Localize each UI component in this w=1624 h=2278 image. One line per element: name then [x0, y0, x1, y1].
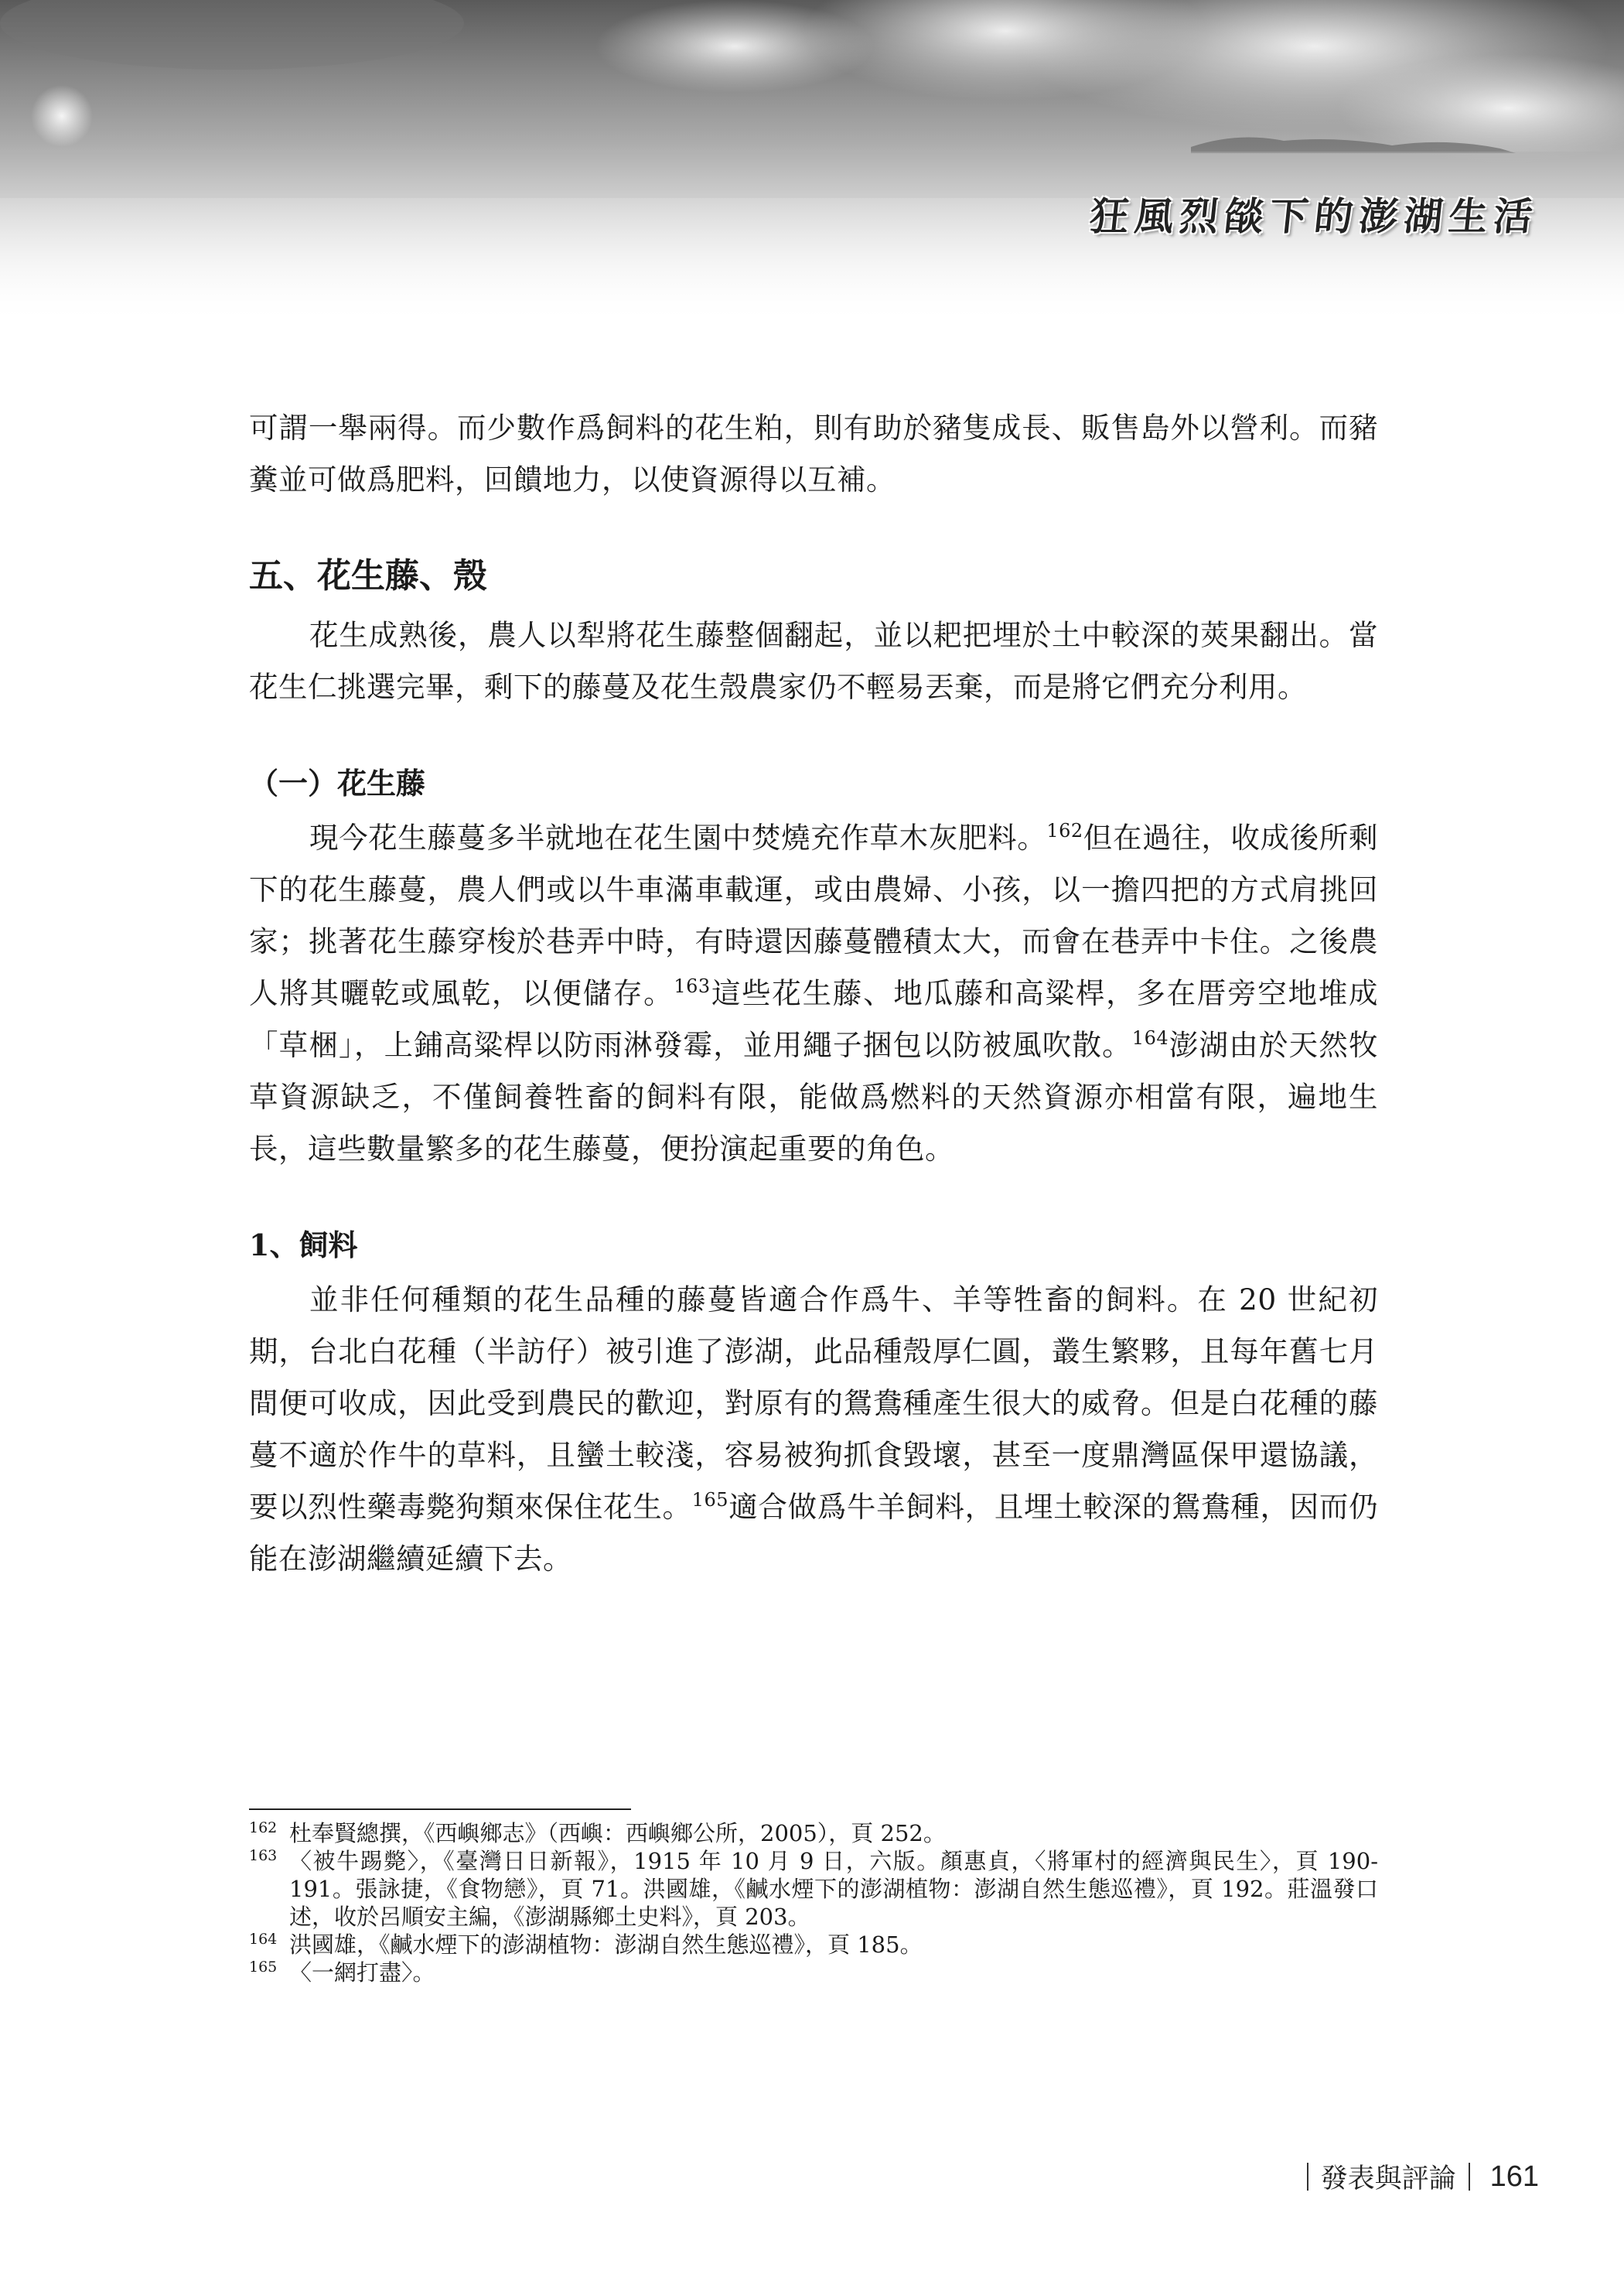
footnote-number: 162 [249, 1819, 278, 1836]
footnote-text: 〈被牛踢斃〉，《臺灣日日新報》，1915 年 10 月 9 日，六版。顏惠貞，〈將軍村的經濟與民生〉，頁 190-191。張詠捷，《食物戀》，頁 71。洪國雄，《鹹水煙下的澎湖植物：澎湖自然生態巡禮》，頁 192。莊溫發口述，收於呂順安主編，《澎湖縣鄉土史料》，頁 203。 [289, 1848, 1378, 1930]
footnote-ref[interactable]: 163 [674, 975, 711, 997]
text-run: 並非任何種類的花生品種的藤蔓皆適合作爲牛、羊等牲畜的飼料。在 20 世紀初期，台北白花種（半訪仔）被引進了澎湖，此品種殼厚仁圓，叢生繁夥，且每年舊七月間便可收成，因此受到農民的歡迎，對原有的鴛鴦種產生很大的威脅。但是白花種的藤蔓不適於作牛的草料，且蠻土較淺，容易被狗抓食毀壞，甚至一度鼎灣區保甲還協議，要以烈性藥毒斃狗類來保住花生。 [249, 1282, 1378, 1524]
footnote-ref[interactable]: 164 [1131, 1027, 1169, 1049]
divider [1469, 2163, 1470, 2191]
text-run: 適合做爲牛羊飼料，且埋土較深的鴛鴦種，因而仍能在澎湖繼續延續下去。 [249, 1490, 1379, 1576]
footnote-text: 〈一網打盡〉。 [289, 1959, 435, 1986]
footnote-ref[interactable]: 162 [1046, 820, 1083, 842]
page-number: 161 [1489, 2160, 1539, 2193]
footnote-number: 164 [249, 1931, 278, 1948]
footnote-divider [249, 1808, 631, 1810]
footnote-ref[interactable]: 165 [691, 1489, 729, 1511]
subsection-heading: （一）花生藤 [249, 766, 426, 801]
footnote [249, 1931, 1378, 1959]
page-footer [1307, 2158, 1539, 2195]
paragraph [249, 1274, 1378, 1585]
text-run: 但在過往，收成後所剩下的花生藤蔓，農人們或以牛車滿車載運，或由農婦、小孩，以一擔四把的方式肩挑回家；挑著花生藤穿梭於巷弄中時，有時還因藤蔓體積太大，而會在巷弄中卡住。之後農人將其曬乾或風乾，以便儲存。 [249, 821, 1379, 1010]
paragraph [249, 812, 1378, 1175]
running-header-title: 狂風烈燄下的澎湖生活 [1087, 194, 1541, 239]
text-run: 現今花生藤蔓多半就地在花生園中焚燒充作草木灰肥料。 [309, 821, 1047, 855]
divider [1307, 2163, 1308, 2191]
main-text [249, 402, 1378, 1585]
text-run: 澎湖由於天然牧草資源缺乏，不僅飼養牲畜的飼料有限，能做爲燃料的天然資源亦相當有限，遍地生長，這些數量繁多的花生藤蔓，便扮演起重要的角色。 [249, 1028, 1378, 1166]
paragraph-continuation: 可謂一舉兩得。而少數作爲飼料的花生粕，則有助於豬隻成長、販售島外以營利。而豬糞並可做爲肥料，回饋地力，以使資源得以互補。 [249, 411, 1378, 497]
footnote-text: 洪國雄，《鹹水煙下的澎湖植物：澎湖自然生態巡禮》，頁 185。 [289, 1931, 923, 1958]
text-run: 這些花生藤、地瓜藤和高粱桿，多在厝旁空地堆成「草梱」，上鋪高粱桿以防雨淋發霉，並用繩子捆包以防被風吹散。 [249, 976, 1379, 1062]
subsection-heading: 1、飼料 [249, 1228, 358, 1262]
footnote-number: 163 [249, 1847, 278, 1864]
footnote-text: 杜奉賢總撰，《西嶼鄉志》（西嶼：西嶼鄉公所，2005），頁 252。 [289, 1820, 946, 1846]
footer-section-label: 發表與評論 [1320, 2164, 1456, 2194]
footnotes [249, 1819, 1378, 1986]
footnote-number: 165 [249, 1959, 278, 1976]
footnote [249, 1959, 1378, 1986]
header-banner [0, 0, 1624, 325]
seascape-photo [0, 0, 1624, 325]
footnote [249, 1819, 1378, 1847]
footnote [249, 1847, 1378, 1931]
section-heading: 五、花生藤、殼 [249, 556, 487, 596]
paragraph: 花生成熟後，農人以犁將花生藤整個翻起，並以耙把埋於土中較深的莢果翻出。當花生仁挑選完畢，剩下的藤蔓及花生殼農家仍不輕易丟棄，而是將它們充分利用。 [249, 618, 1378, 704]
